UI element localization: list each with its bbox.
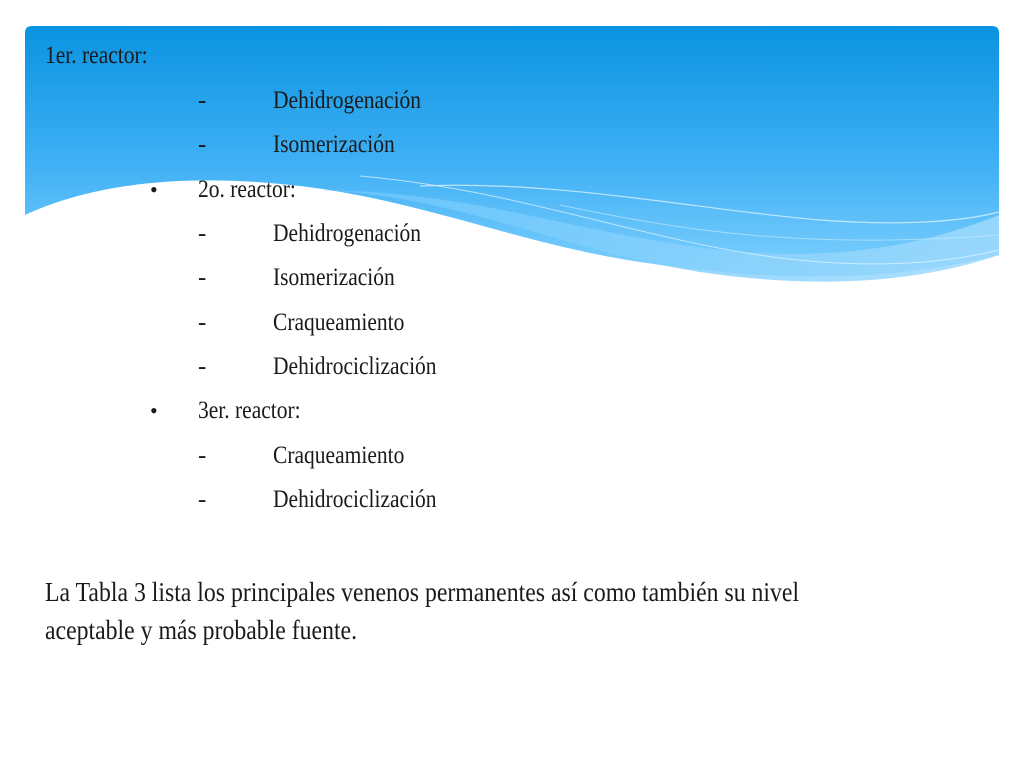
bullet-icon: • bbox=[150, 177, 158, 202]
bullet-icon: • bbox=[150, 398, 158, 423]
reactor-1-heading: 1er. reactor: bbox=[45, 42, 148, 69]
list-dash: - bbox=[198, 131, 207, 158]
list-dash: - bbox=[198, 220, 207, 247]
body-paragraph: La Tabla 3 lista los principales venenos permanentes así como también su nivel aceptable y más probable fuente. bbox=[45, 577, 800, 645]
reactor-2-item: Isomerización bbox=[273, 264, 395, 291]
reactor-2-heading: 2o. reactor: bbox=[198, 176, 296, 203]
list-dash: - bbox=[198, 353, 207, 380]
list-dash: - bbox=[198, 486, 207, 513]
reactor-3-heading: 3er. reactor: bbox=[198, 397, 301, 424]
list-dash: - bbox=[198, 87, 207, 114]
list-dash: - bbox=[198, 442, 207, 469]
reactor-2-item: Dehidrociclización bbox=[273, 353, 437, 380]
reactor-2-item: Craqueamiento bbox=[273, 309, 405, 336]
list-dash: - bbox=[198, 309, 207, 336]
reactor-3-item: Dehidrociclización bbox=[273, 486, 437, 513]
reactor-2-item: Dehidrogenación bbox=[273, 220, 422, 247]
reactor-1-item: Isomerización bbox=[273, 131, 395, 158]
reactor-3-item: Craqueamiento bbox=[273, 442, 405, 469]
reactor-1-item: Dehidrogenación bbox=[273, 87, 422, 114]
list-dash: - bbox=[198, 264, 207, 291]
